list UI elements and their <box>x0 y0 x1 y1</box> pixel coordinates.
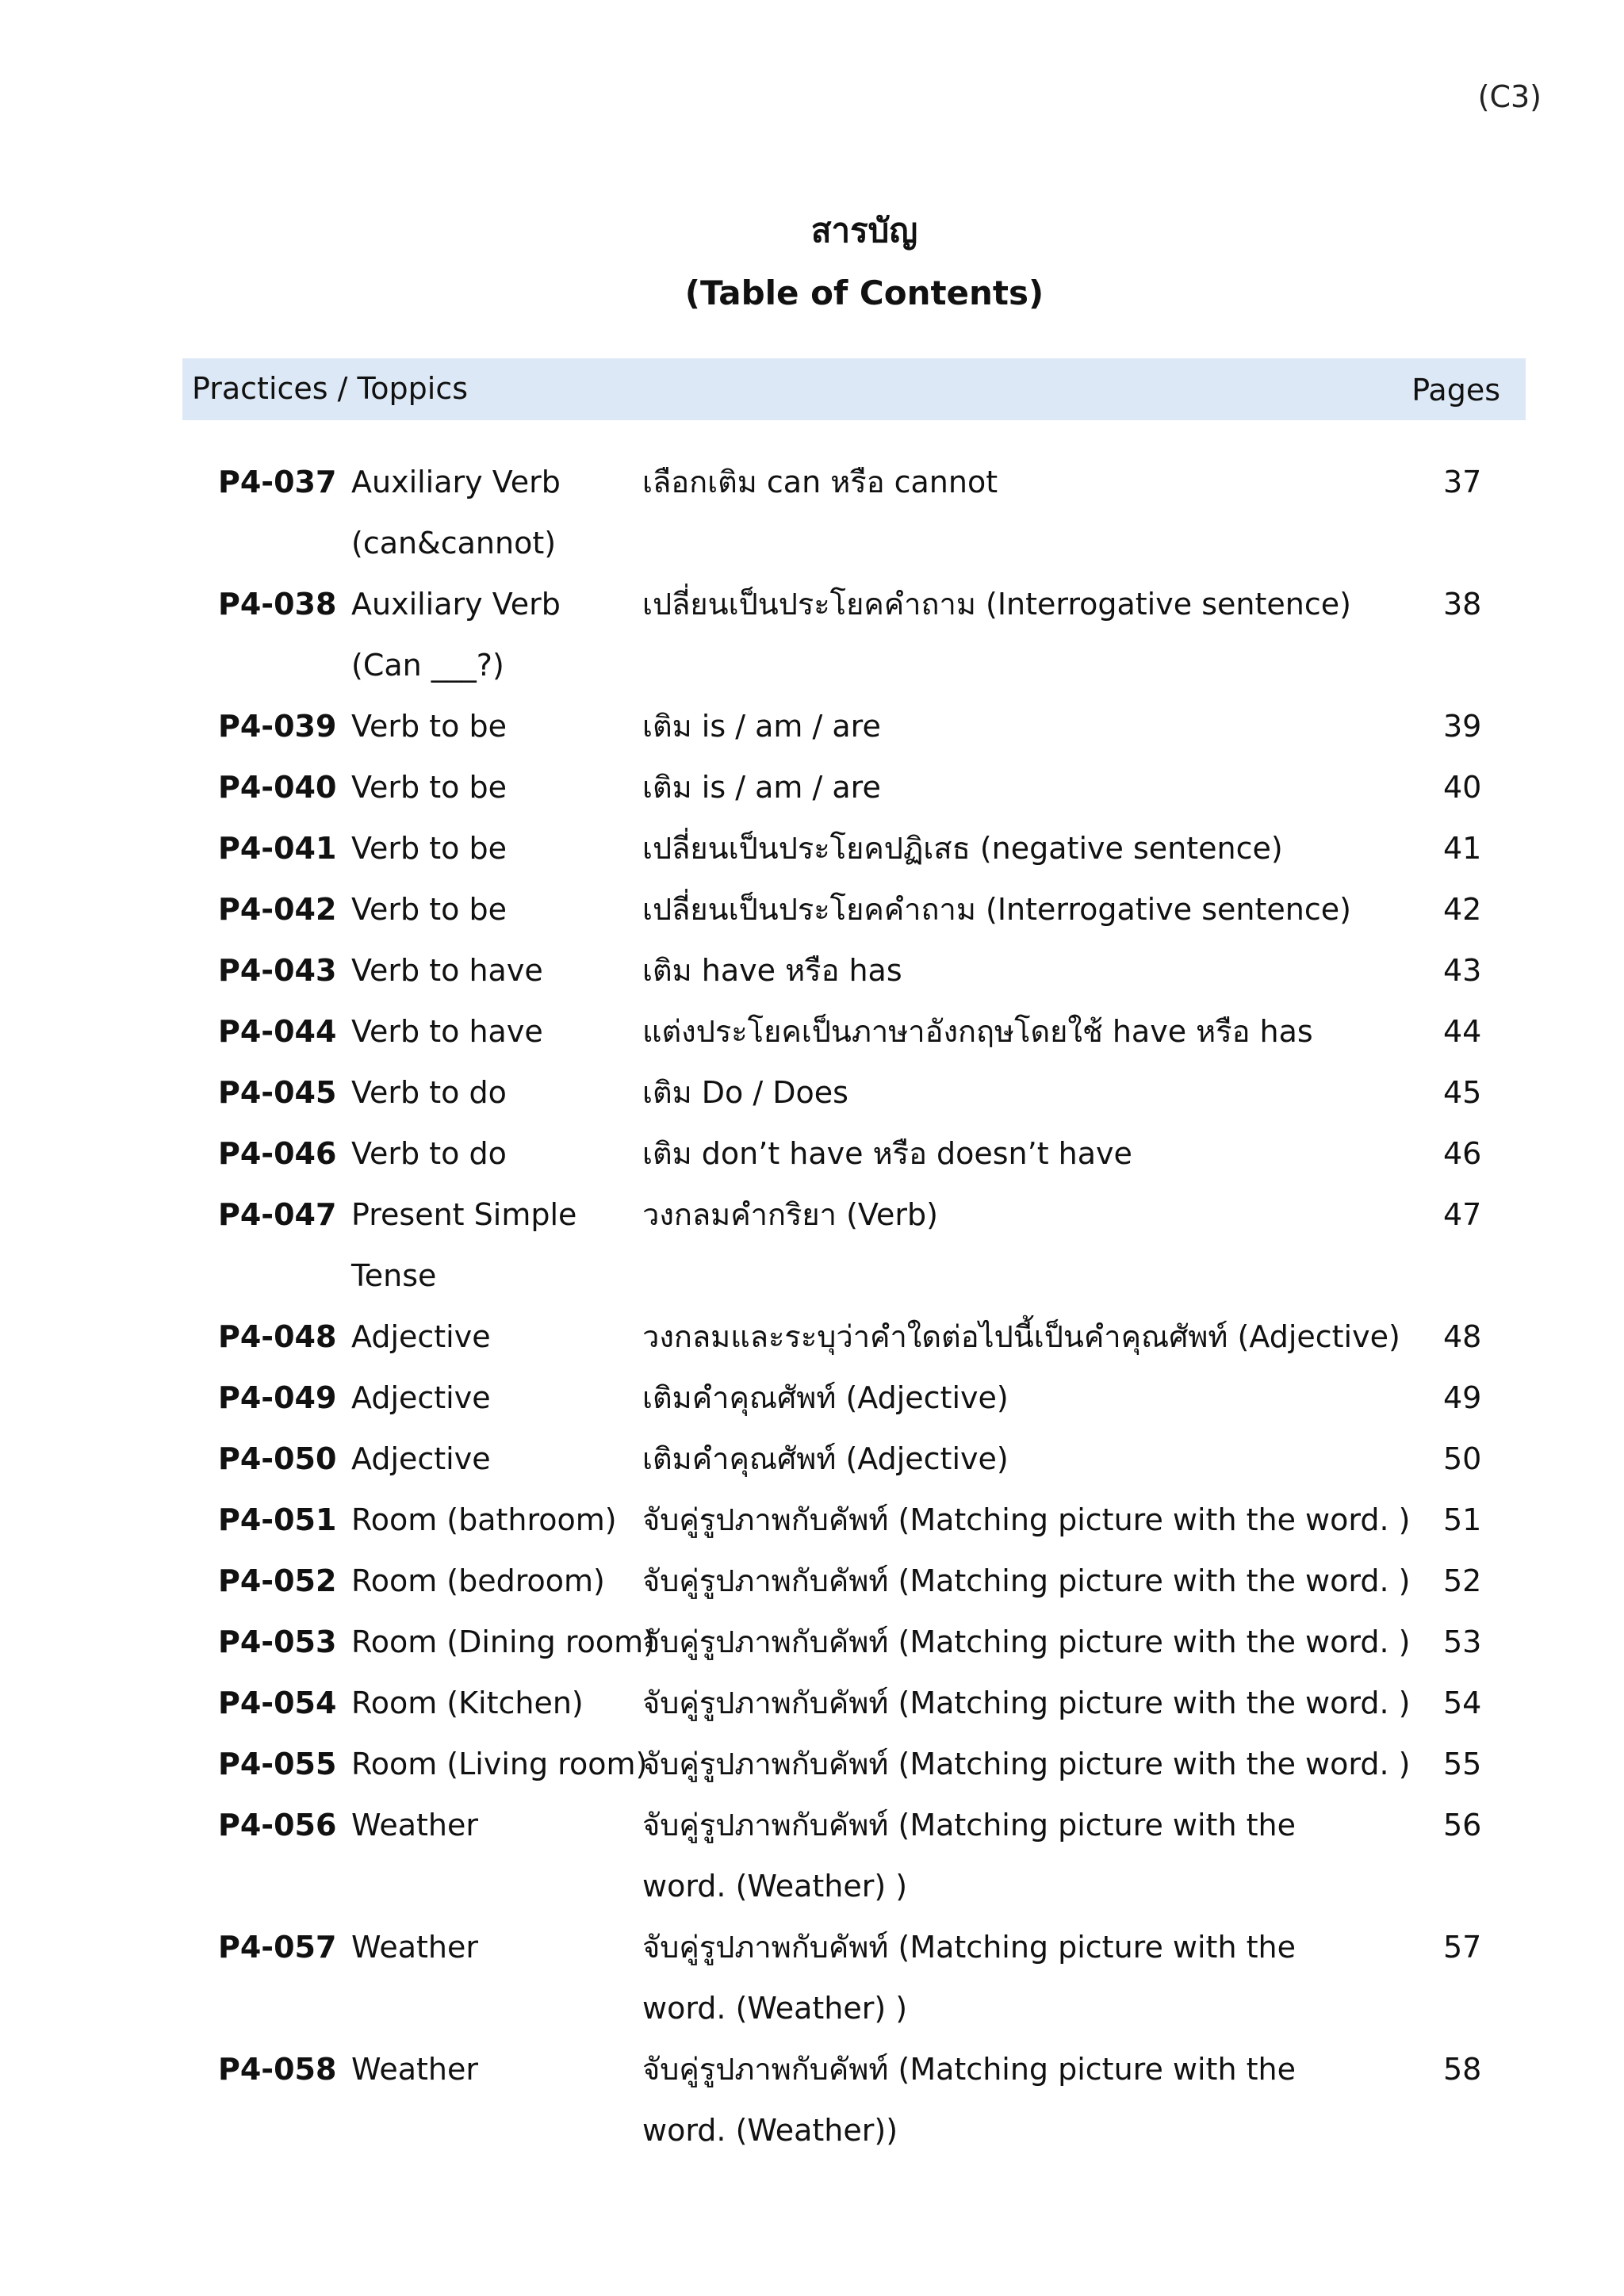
practice-code: P4-056 <box>218 1808 337 1843</box>
toc-row <box>0 1001 1624 1062</box>
toc-row <box>0 1062 1624 1123</box>
practice-page: 40 <box>1443 770 1482 805</box>
practice-page: 55 <box>1443 1747 1482 1781</box>
page-title-english: (Table of Contents) <box>684 274 1044 312</box>
practice-topic: Room (bedroom) <box>351 1563 605 1598</box>
practice-page: 38 <box>1443 587 1482 622</box>
practice-page: 52 <box>1443 1563 1482 1598</box>
practice-code: P4-050 <box>218 1441 337 1476</box>
toc-row <box>0 1795 1624 1917</box>
toc-row <box>0 1917 1624 2039</box>
practice-page: 56 <box>1443 1808 1482 1843</box>
practice-description: จับคู่รูปภาพกับคัพท์ (Matching picture with the word. (Weather)) <box>642 2052 1296 2148</box>
practice-description: วงกลมคำกริยา (Verb) <box>642 1197 938 1232</box>
practice-page: 44 <box>1443 1014 1482 1049</box>
toc-row <box>0 1673 1624 1734</box>
practice-description: จับคู่รูปภาพกับคัพท์ (Matching picture with the word. ) <box>642 1624 1411 1659</box>
practice-code: P4-053 <box>218 1624 337 1659</box>
practice-topic: Verb to do <box>351 1136 507 1171</box>
practice-topic: Room (bathroom) <box>351 1502 617 1537</box>
practice-page: 54 <box>1443 1686 1482 1720</box>
practice-topic: Present Simple Tense <box>351 1197 577 1293</box>
practice-page: 50 <box>1443 1441 1482 1476</box>
practice-page: 49 <box>1443 1380 1482 1415</box>
practice-page: 51 <box>1443 1502 1482 1537</box>
practice-page: 53 <box>1443 1624 1482 1659</box>
practice-code: P4-051 <box>218 1502 337 1537</box>
practice-topic: Adjective <box>351 1319 491 1354</box>
toc-header <box>182 358 1526 420</box>
practice-topic: Weather <box>351 1930 478 1965</box>
practice-code: P4-038 <box>218 587 337 622</box>
practice-description: จับคู่รูปภาพกับคัพท์ (Matching picture with the word. ) <box>642 1686 1411 1720</box>
practice-topic: Verb to be <box>351 709 507 744</box>
toc-row <box>0 1368 1624 1429</box>
practice-topic: Verb to have <box>351 953 543 988</box>
practice-code: P4-042 <box>218 892 337 927</box>
toc-row <box>0 1734 1624 1795</box>
practice-topic: Room (Dining room) <box>351 1624 655 1659</box>
practice-description: เติม is / am / are <box>642 770 881 805</box>
toc-row <box>0 696 1624 757</box>
practice-page: 43 <box>1443 953 1482 988</box>
practice-page: 46 <box>1443 1136 1482 1171</box>
practice-topic: Verb to do <box>351 1075 507 1110</box>
practice-code: P4-039 <box>218 709 337 744</box>
practice-description: จับคู่รูปภาพกับคัพท์ (Matching picture with the word. ) <box>642 1502 1411 1537</box>
practice-code: P4-046 <box>218 1136 337 1171</box>
practice-page: 45 <box>1443 1075 1482 1110</box>
practice-page: 48 <box>1443 1319 1482 1354</box>
practice-description: จับคู่รูปภาพกับคัพท์ (Matching picture with the word. (Weather) ) <box>642 1808 1296 1904</box>
page-title-thai: สารบัญ <box>810 211 918 250</box>
practice-code: P4-052 <box>218 1563 337 1598</box>
practice-description: จับคู่รูปภาพกับคัพท์ (Matching picture with the word. ) <box>642 1563 1411 1598</box>
toc-row <box>0 879 1624 940</box>
practice-page: 37 <box>1443 465 1482 499</box>
practice-topic: Verb to be <box>351 770 507 805</box>
practice-page: 42 <box>1443 892 1482 927</box>
practice-description: เติม is / am / are <box>642 709 881 744</box>
toc-row <box>0 1184 1624 1307</box>
practice-description: เติม Do / Does <box>642 1075 848 1110</box>
practice-description: จับคู่รูปภาพกับคัพท์ (Matching picture with the word. ) <box>642 1747 1411 1781</box>
toc-row <box>0 940 1624 1001</box>
practice-code: P4-058 <box>218 2052 337 2087</box>
practice-description: แต่งประโยคเป็นภาษาอังกฤษโดยใช้ have หรือ has <box>642 1014 1313 1049</box>
practice-description: วงกลมและระบุว่าคำใดต่อไปนี้เป็นคำคุณศัพท์ (Adjective) <box>642 1319 1400 1354</box>
practice-topic: Adjective <box>351 1441 491 1476</box>
practice-page: 39 <box>1443 709 1482 744</box>
practice-description: จับคู่รูปภาพกับคัพท์ (Matching picture with the word. (Weather) ) <box>642 1930 1296 2026</box>
practice-description: เติมคำคุณศัพท์ (Adjective) <box>642 1380 1009 1415</box>
practice-topic: Room (Kitchen) <box>351 1686 584 1720</box>
practice-topic: Auxiliary Verb (Can ___?) <box>351 587 561 683</box>
toc-row <box>0 1490 1624 1551</box>
toc-row <box>0 574 1624 696</box>
practice-description: เติม have หรือ has <box>642 953 902 988</box>
toc-row <box>0 1612 1624 1673</box>
practice-page: 58 <box>1443 2052 1482 2087</box>
practice-code: P4-054 <box>218 1686 337 1720</box>
practice-code: P4-037 <box>218 465 337 499</box>
toc-row <box>0 2039 1624 2161</box>
toc-row <box>0 757 1624 818</box>
practice-code: P4-047 <box>218 1197 337 1232</box>
practice-topic: Auxiliary Verb (can&cannot) <box>351 465 561 561</box>
practice-topic: Verb to be <box>351 892 507 927</box>
toc-row <box>0 1307 1624 1368</box>
practice-description: เปลี่ยนเป็นประโยคคำถาม (Interrogative sentence) <box>642 587 1351 622</box>
toc-row <box>0 452 1624 574</box>
practice-description: เติมคำคุณศัพท์ (Adjective) <box>642 1441 1009 1476</box>
practice-code: P4-055 <box>218 1747 337 1781</box>
toc-header-topics-label: Practices / Toppics <box>192 371 469 406</box>
practice-topic: Verb to be <box>351 831 507 866</box>
toc-row <box>0 1123 1624 1184</box>
toc-row <box>0 1551 1624 1612</box>
toc-header-pages-label: Pages <box>1411 373 1500 408</box>
practice-topic: Adjective <box>351 1380 491 1415</box>
practice-code: P4-049 <box>218 1380 337 1415</box>
toc-row <box>0 1429 1624 1490</box>
practice-page: 47 <box>1443 1197 1482 1232</box>
practice-code: P4-041 <box>218 831 337 866</box>
practice-topic: Weather <box>351 1808 478 1843</box>
practice-description: เลือกเติม can หรือ cannot <box>642 465 998 499</box>
toc-list <box>0 452 1624 2161</box>
practice-description: เติม don’t have หรือ doesn’t have <box>642 1136 1132 1171</box>
practice-code: P4-057 <box>218 1930 337 1965</box>
practice-code: P4-044 <box>218 1014 337 1049</box>
practice-topic: Verb to have <box>351 1014 543 1049</box>
practice-code: P4-045 <box>218 1075 337 1110</box>
toc-row <box>0 818 1624 879</box>
practice-code: P4-040 <box>218 770 337 805</box>
practice-code: P4-048 <box>218 1319 337 1354</box>
page-number: (C3) <box>1477 79 1542 114</box>
practice-code: P4-043 <box>218 953 337 988</box>
practice-page: 41 <box>1443 831 1482 866</box>
practice-topic: Weather <box>351 2052 478 2087</box>
practice-page: 57 <box>1443 1930 1482 1965</box>
practice-description: เปลี่ยนเป็นประโยคคำถาม (Interrogative sentence) <box>642 892 1351 927</box>
practice-topic: Room (Living room) <box>351 1747 648 1781</box>
practice-description: เปลี่ยนเป็นประโยคปฏิเสธ (negative sentence) <box>642 831 1283 866</box>
